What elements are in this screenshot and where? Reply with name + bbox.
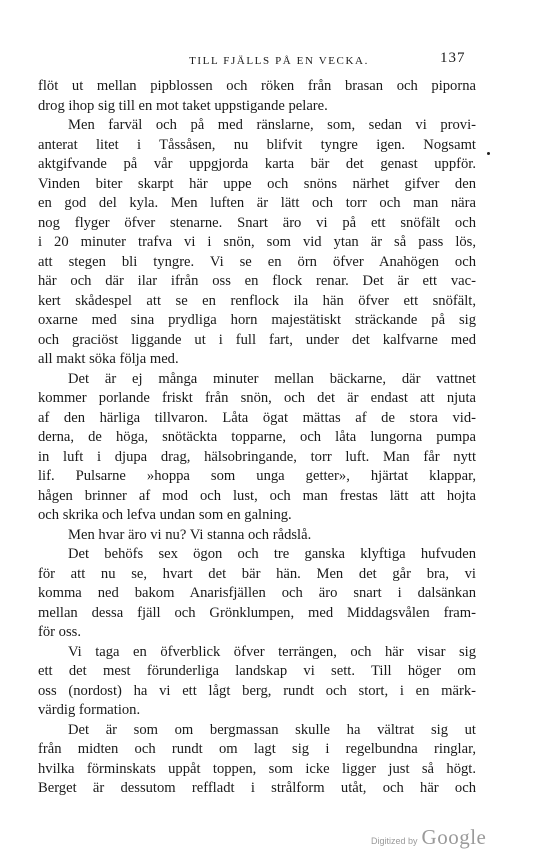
text-line: Men hvar äro vi nu? Vi stanna och rådslå. xyxy=(68,526,312,543)
text-line: kert skådespel att se en renflock ila hän öfver ett snöfält, xyxy=(38,292,476,309)
body-text xyxy=(38,77,476,799)
text-line: och graciöst liggande ut i full fart, under det kalfvarne med xyxy=(38,331,476,348)
text-line: Vi taga en öfverblick öfver terrängen, och här visar sig xyxy=(68,643,476,660)
text-line: en god del kyla. Men luften är lätt och torr och man nära xyxy=(38,195,476,211)
text-line: i 20 minuter trafva vi i snön, som vid ytan är så pass lös, xyxy=(38,234,476,250)
text-line: oss (nordost) ha vi ett lågt berg, rundt och stort, i en märk- xyxy=(38,682,476,699)
text-line: lif. Pulsarne »hoppa som unga getter», hjärtat klappar, xyxy=(38,468,476,484)
text-line: hågen brinner af mod och lust, och man frestas lätt att hojta xyxy=(38,487,476,504)
text-line: Det behöfs sex ögon och tre ganska klyftiga hufvuden xyxy=(68,546,476,562)
text-line: all makt söka följa med. xyxy=(38,351,179,367)
text-line: Det är ej många minuter mellan bäckarne, där vattnet xyxy=(68,370,476,387)
text-line: derna, de höga, snötäckta topparne, och låta lungorna pumpa xyxy=(38,429,476,445)
text-line: nog flyger öfver stenarne. Snart äro vi på ett snöfält och xyxy=(38,214,476,231)
text-line: Berget är dessutom reffladt i strålform utåt, och här och xyxy=(38,780,476,796)
text-line: och skrika och lefva undan som en galning. xyxy=(38,507,292,523)
text-line: af den härliga tillvaron. Låta ögat mättas af de stora vid- xyxy=(38,409,476,426)
page-number: 137 xyxy=(440,50,466,66)
google-logo: Google xyxy=(421,825,487,849)
text-line: värdig formation. xyxy=(38,702,141,718)
watermark-prefix: Digitized by xyxy=(371,836,418,846)
text-line: kommer porlande friskt från snön, och det är endast att njuta xyxy=(38,390,476,406)
text-line: från midten och rundt om lagt sig i regelbundna ringlar, xyxy=(38,741,476,757)
text-line: Men farväl och på med ränslarne, som, sedan vi provi- xyxy=(68,117,476,133)
ink-speck xyxy=(487,152,490,155)
text-line: drog ihop sig till en mot taket uppstigande pelare. xyxy=(38,97,328,114)
text-line: här och där ilar ifrån oss en flock renar. Det är ett vac- xyxy=(38,273,476,289)
text-line: komma ned bakom Anarisfjällen och äro snart i dalsänkan xyxy=(38,585,476,601)
text-line: anterat litet i Tåssåsen, nu blifvit tyngre igen. Nogsamt xyxy=(38,136,476,153)
running-title: TILL FJÄLLS PÅ EN VECKA. xyxy=(189,55,369,67)
text-line: aktgifvande på vår uppgjorda karta bär det genast uppför. xyxy=(38,156,476,172)
text-line: att stegen bli tyngre. Vi se en örn öfver Anahögen och xyxy=(38,253,476,270)
text-line: för oss. xyxy=(38,624,81,640)
text-line: Det är som om bergmassan skulle ha vältrat sig ut xyxy=(68,721,476,738)
text-line: hvilka förminskats uppåt toppen, som icke ligger just så högt. xyxy=(38,760,476,777)
text-line: oxarne med sina prydliga horn majestätiskt sträckande på sig xyxy=(38,312,476,328)
text-line: flöt ut mellan pipblossen och röken från brasan och piporna xyxy=(38,78,476,94)
digitized-watermark xyxy=(371,825,486,850)
text-line: ett det mest förunderliga landskap vi sett. Till höger om xyxy=(38,663,476,679)
text-line: in luft i djupa drag, hälsobringande, torr luft. Man får nytt xyxy=(38,448,476,465)
text-line: Vinden biter skarpt här uppe och snöns närhet gifver den xyxy=(38,175,476,192)
text-line: mellan dessa fjäll och Grönklumpen, med Middagsvålen fram- xyxy=(38,604,476,621)
text-line: för att nu se, hvart det bär hän. Men det går bra, vi xyxy=(38,565,476,582)
